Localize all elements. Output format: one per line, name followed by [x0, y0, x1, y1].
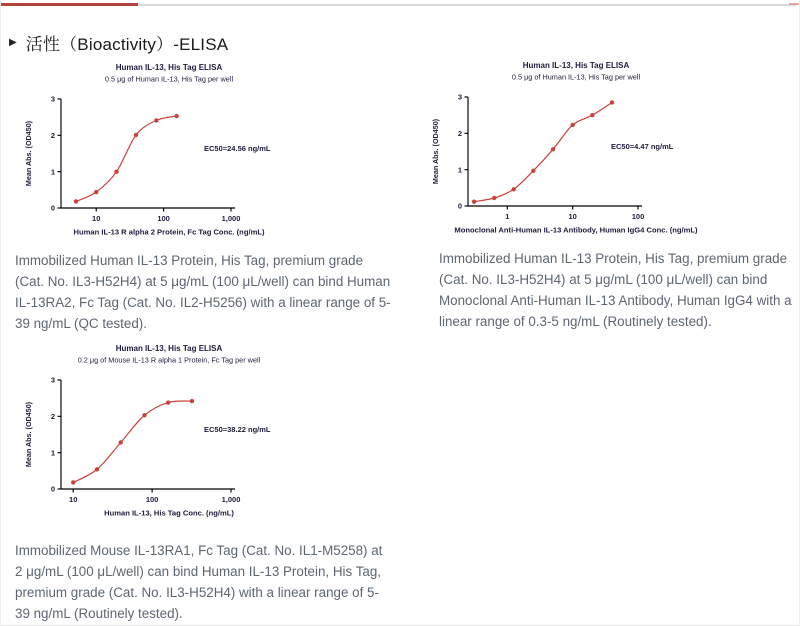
x-tick-label: 100 — [631, 212, 645, 221]
y-axis-label: Mean Abs. (OD450) — [24, 401, 33, 468]
chart-title: Human IL-13, His Tag ELISA — [522, 61, 630, 70]
y-tick-label: 0 — [50, 484, 55, 494]
y-tick-label: 1 — [50, 448, 55, 458]
chart-2-description: Immobilized Human IL-13 Protein, His Tag, premium grade (Cat. No. IL3-H52H4) at 5 μg/mL (100 μL/well) can bind Monoclonal Anti-Human IL-13 Antibody, Human IgG4 with a linear range of 0.3-5 ng/mL (Routinely tested). — [439, 251, 792, 329]
data-point — [492, 196, 496, 200]
x-tick-label: 1,000 — [221, 495, 241, 504]
data-point — [94, 190, 98, 194]
y-tick-label: 3 — [50, 94, 55, 104]
top-bar-right-tick — [789, 3, 799, 5]
data-point — [472, 199, 476, 203]
x-tick-label: 10 — [92, 214, 101, 223]
elisa-chart-mouse-il13-ra1 — [19, 340, 319, 535]
x-tick-label: 10 — [69, 495, 78, 504]
y-tick-label: 3 — [457, 92, 462, 102]
y-tick-label: 1 — [50, 167, 55, 177]
elisa-chart-human-il13-ra2 — [19, 59, 319, 254]
data-point — [114, 169, 118, 173]
x-tick-label: 1,000 — [221, 214, 241, 223]
data-point — [71, 480, 75, 484]
dose-response-curve — [73, 401, 192, 482]
data-point — [190, 399, 194, 403]
data-point — [74, 199, 78, 203]
x-tick-label: 100 — [145, 495, 159, 504]
data-point — [95, 467, 99, 471]
data-point — [551, 147, 555, 151]
y-tick-label: 0 — [457, 201, 462, 211]
section-title: 活性（Bioactivity）-ELISA — [25, 35, 229, 54]
data-point — [154, 118, 158, 122]
dose-response-curve — [474, 102, 612, 201]
y-tick-label: 1 — [457, 165, 462, 175]
x-axis-label: Human IL-13 R alpha 2 Protein, Fc Tag Conc. (ng/mL) — [73, 227, 265, 237]
data-point — [142, 413, 146, 417]
data-point — [166, 400, 170, 404]
ec50-annotation: EC50=24.56 ng/mL — [204, 144, 271, 153]
ec50-annotation: EC50=38.22 ng/mL — [204, 425, 271, 434]
x-axis-label: Monoclonal Anti-Human IL-13 Antibody, Human IgG4 Conc. (ng/mL) — [454, 225, 698, 235]
section-expand-triangle-icon: ▶ — [9, 36, 17, 48]
data-point — [531, 169, 535, 173]
elisa-chart-anti-il13-antibody — [426, 57, 726, 252]
elisa-plot-svg — [19, 59, 319, 249]
data-point — [590, 113, 594, 117]
y-tick-label: 2 — [50, 412, 55, 422]
data-point — [134, 133, 138, 137]
section-header-bioactivity-elisa[interactable] — [9, 30, 228, 55]
chart-subtitle: 0.5 μg of Human IL-13, His Tag per well — [104, 74, 234, 84]
y-tick-label: 3 — [50, 375, 55, 385]
y-tick-label: 2 — [50, 131, 55, 141]
top-bar-red-segment — [1, 3, 138, 6]
data-point — [570, 123, 574, 127]
chart-3-description: Immobilized Mouse IL-13RA1, Fc Tag (Cat. No. IL1-M5258) at 2 μg/mL (100 μL/well) can bind Human IL-13 Protein, His Tag, premium grade (Cat. No. IL3-H52H4) with a linear range of 5-39 ng/mL (Routinely tested). — [15, 543, 383, 621]
y-axis-label: Mean Abs. (OD450) — [431, 118, 440, 185]
ec50-annotation: EC50=4.47 ng/mL — [611, 142, 674, 151]
elisa-plot-svg — [426, 57, 726, 247]
elisa-plot-svg — [19, 340, 319, 530]
y-tick-label: 2 — [457, 129, 462, 139]
x-tick-label: 1 — [505, 212, 510, 221]
chart-subtitle: 0.2 μg of Mouse IL-13 R alpha 1 Protein, Fc Tag per well — [77, 355, 261, 365]
x-axis-label: Human IL-13, His Tag Conc. (ng/mL) — [104, 508, 234, 518]
top-progress-bar — [1, 3, 799, 7]
data-point — [174, 114, 178, 118]
x-tick-label: 10 — [568, 212, 577, 221]
chart-title: Human IL-13, His Tag ELISA — [115, 63, 223, 72]
top-bar-gray-segment — [138, 4, 796, 6]
y-axis-label: Mean Abs. (OD450) — [24, 120, 33, 187]
dose-response-curve — [76, 116, 177, 201]
data-point — [511, 187, 515, 191]
y-tick-label: 0 — [50, 203, 55, 213]
data-point — [119, 440, 123, 444]
x-tick-label: 100 — [157, 214, 170, 223]
chart-subtitle: 0.5 μg of Human IL-13, His Tag per well — [511, 72, 641, 82]
chart-1-description: Immobilized Human IL-13 Protein, His Tag, premium grade (Cat. No. IL3-H52H4) at 5 μg/mL (100 μL/well) can bind Human IL-13RA2, Fc Tag (Cat. No. IL2-H5256) with a linear range of 5-39 ng/mL (QC tested). — [15, 253, 391, 331]
data-point — [610, 100, 614, 104]
chart-title: Human IL-13, His Tag ELISA — [115, 344, 223, 353]
